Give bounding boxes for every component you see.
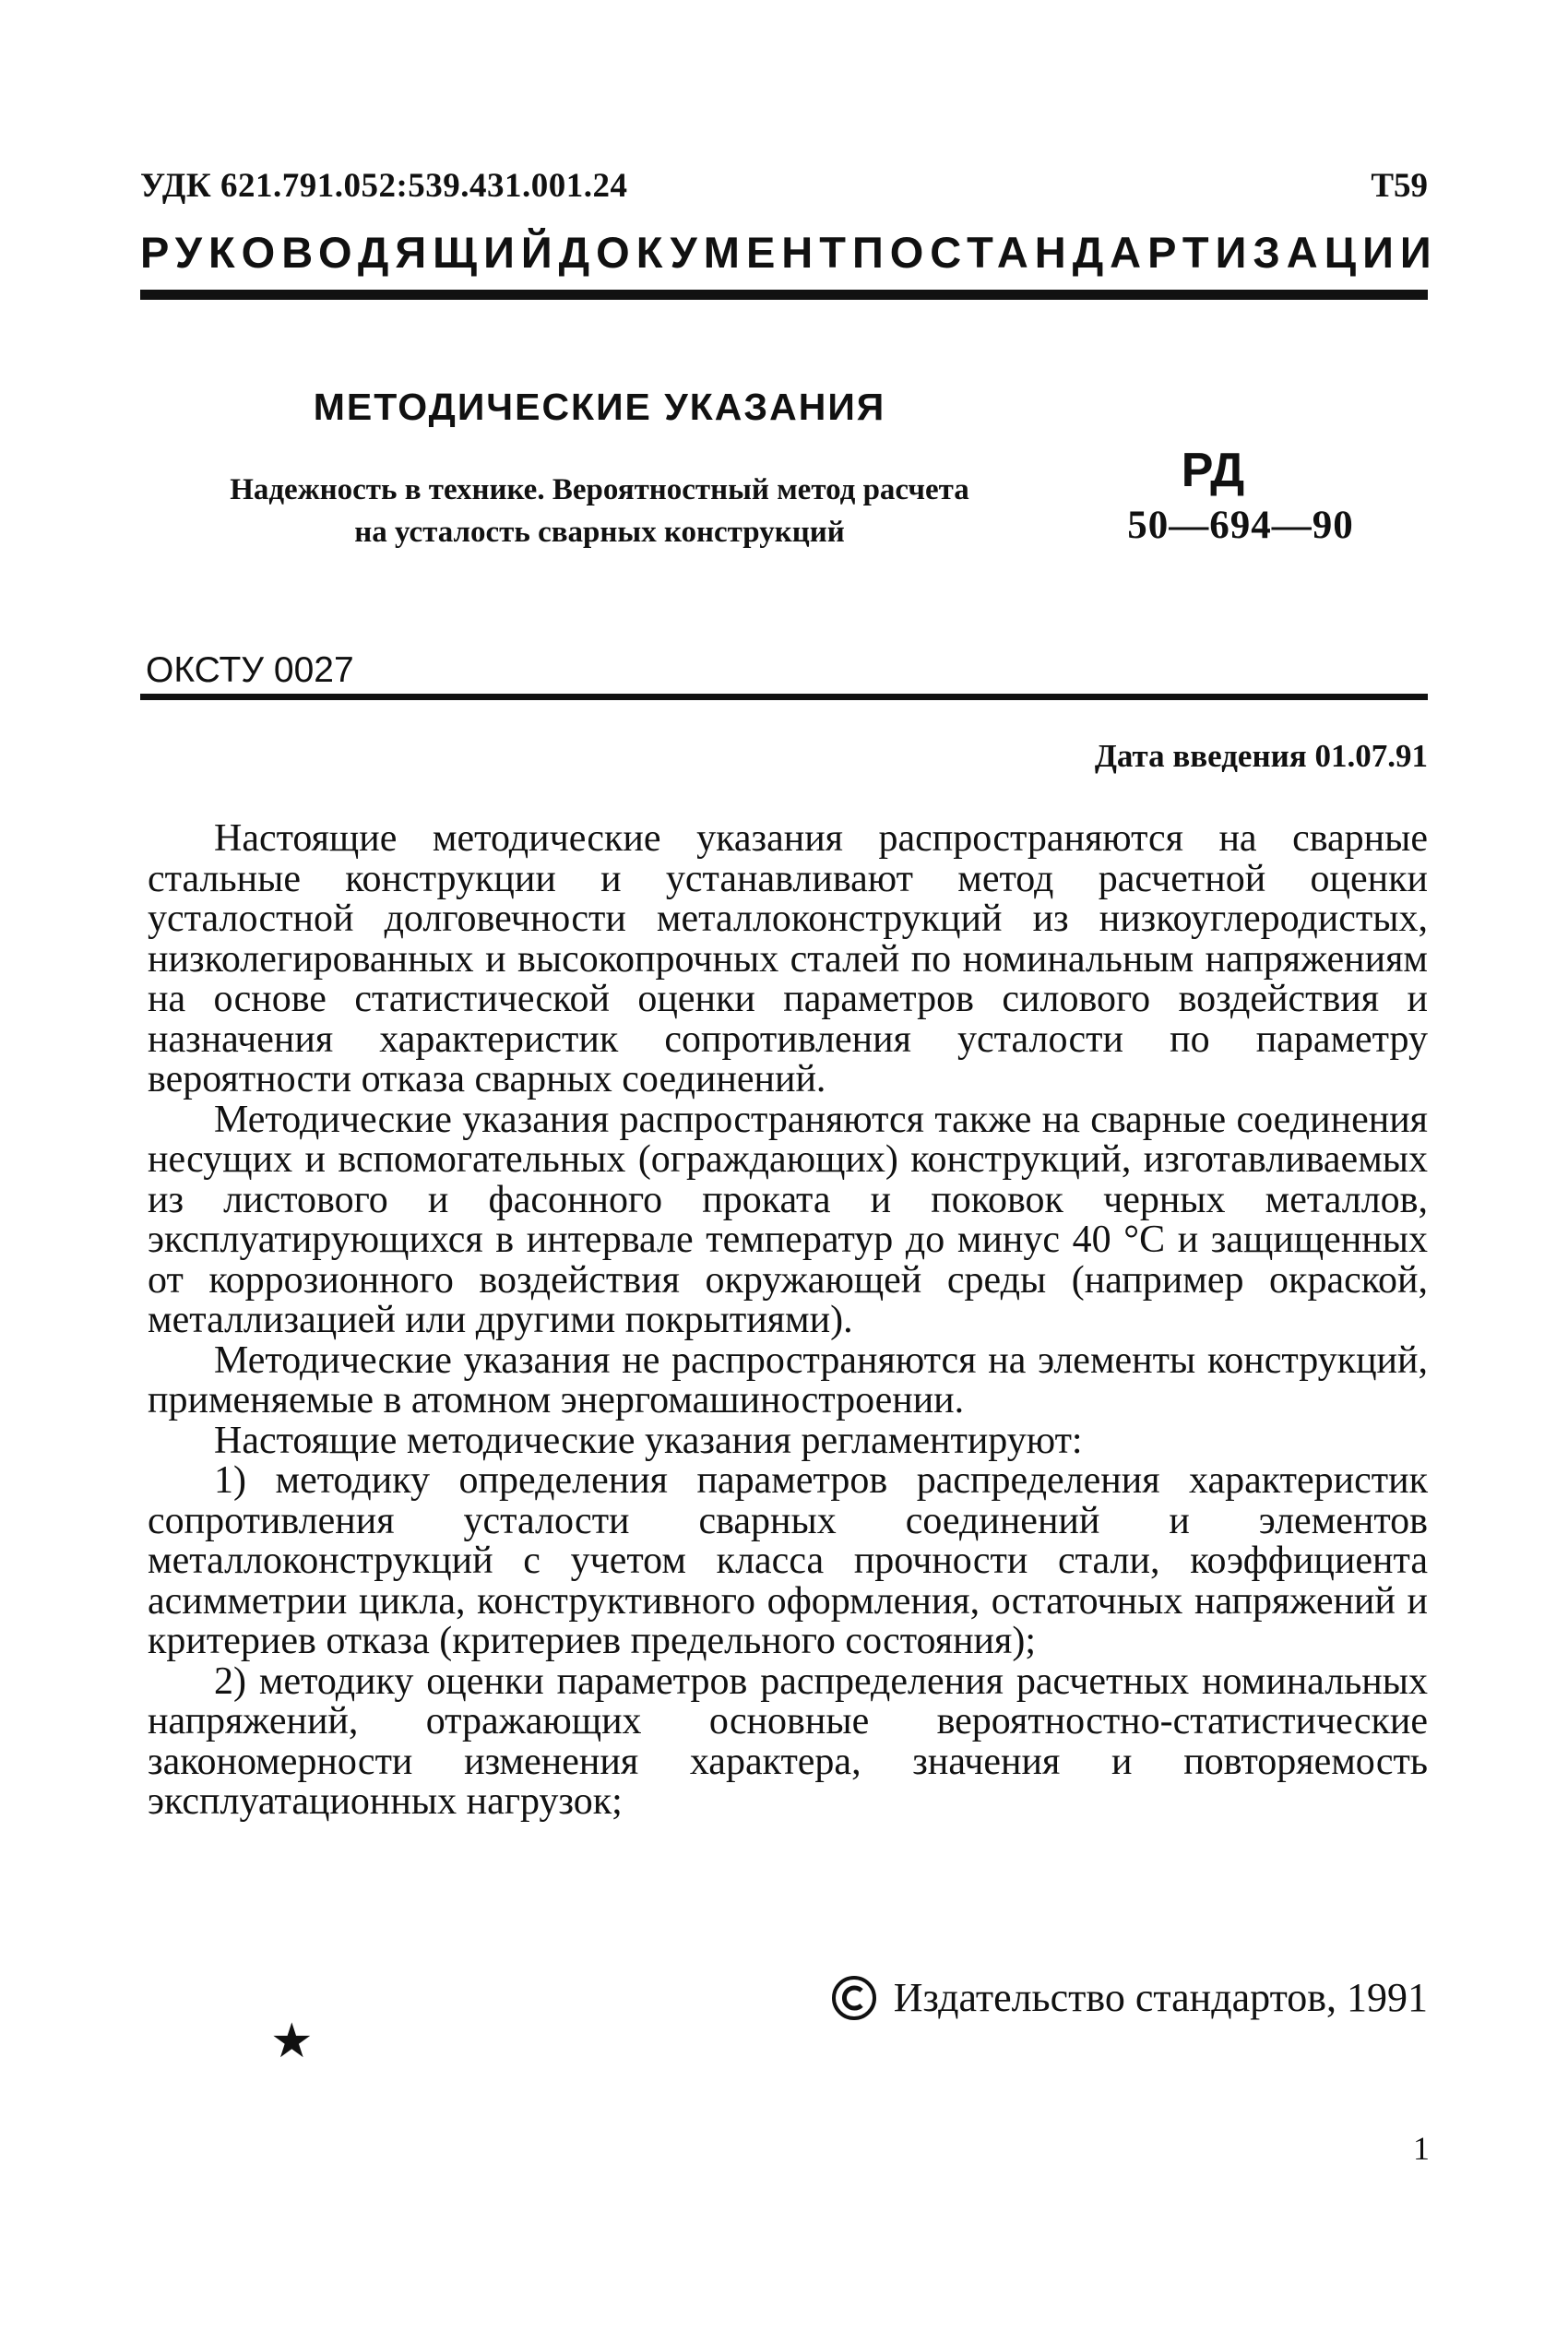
document-title: МЕТОДИЧЕСКИЕ УКАЗАНИЯ	[313, 386, 886, 428]
introduction-date: Дата введения 01.07.91	[1094, 738, 1428, 774]
copyright-icon	[831, 1975, 877, 2021]
document-type-heading	[140, 227, 1438, 278]
publisher-text: Издательство стандартов, 1991	[893, 1975, 1428, 2020]
publisher-line	[831, 1974, 1428, 2021]
document-subtitle	[138, 469, 1061, 553]
rd-number: 50—694—90	[1127, 504, 1354, 547]
paragraph: 2) методику оценки параметров распределения расчетных номинальных напряжений, отражающих основные вероятностно-статистические закономерности изменения характера, значения и повторяемость эксплуатационных нагрузок;	[148, 1659, 1428, 1823]
paragraph: Методические указания не распространяются на элементы конструкций, применяемые в атомном энергомашиностроении.	[148, 1338, 1428, 1421]
classification-code: Т59	[1371, 167, 1428, 205]
section-rule	[140, 694, 1428, 700]
okstu-code: ОКСТУ 0027	[146, 650, 354, 690]
subtitle-line: Надежность в технике. Вероятностный метод расчета	[230, 473, 969, 506]
header-rule	[140, 290, 1428, 300]
body-text	[148, 819, 1428, 1823]
doc-type-word: ПО	[851, 228, 931, 277]
udk-code: УДК 621.791.052:539.431.001.24	[140, 167, 628, 205]
doc-type-word: РУКОВОДЯЩИЙ	[140, 228, 559, 277]
doc-type-word: СТАНДАРТИЗАЦИИ	[930, 228, 1438, 277]
paragraph: Настоящие методические указания регламентируют:	[214, 1419, 1083, 1462]
rd-abbreviation: РД	[1181, 444, 1245, 497]
subtitle-line: на усталость сварных конструкций	[354, 516, 845, 549]
star-icon: ★	[270, 2016, 314, 2068]
paragraph: Методические указания распространяются также на сварные соединения несущих и вспомогательных (ограждающих) конструкций, изготавливаемых из листового и фасонного проката и поковок черных металлов, эксплуатирующихся в интервале температур до минус 40 °С и защищенных от коррозионного воздействия окружающей среды (например окраской, металлизацией или другими покрытиями).	[148, 1098, 1428, 1341]
page-number: 1	[1413, 2130, 1430, 2167]
paragraph: 1) методику определения параметров распределения характеристик сопротивления усталости сварных соединений и элементов металлоконструкций с учетом класса прочности стали, коэффициента асимметрии цикла, конструктивного оформления, остаточных напряжений и критериев отказа (критериев предельного состояния);	[148, 1459, 1428, 1662]
doc-type-word: ДОКУМЕНТ	[558, 228, 852, 277]
paragraph: Настоящие методические указания распространяются на сварные стальные конструкции и устанавливают метод расчетной оценки усталостной долговечности металлоконструкций из низкоуглеродистых, низколегированных и высокопрочных сталей по номинальным напряжениям на основе статистической оценки параметров силового воздействия и назначения характеристик сопротивления усталости по параметру вероятности отказа сварных соединений.	[148, 817, 1428, 1100]
